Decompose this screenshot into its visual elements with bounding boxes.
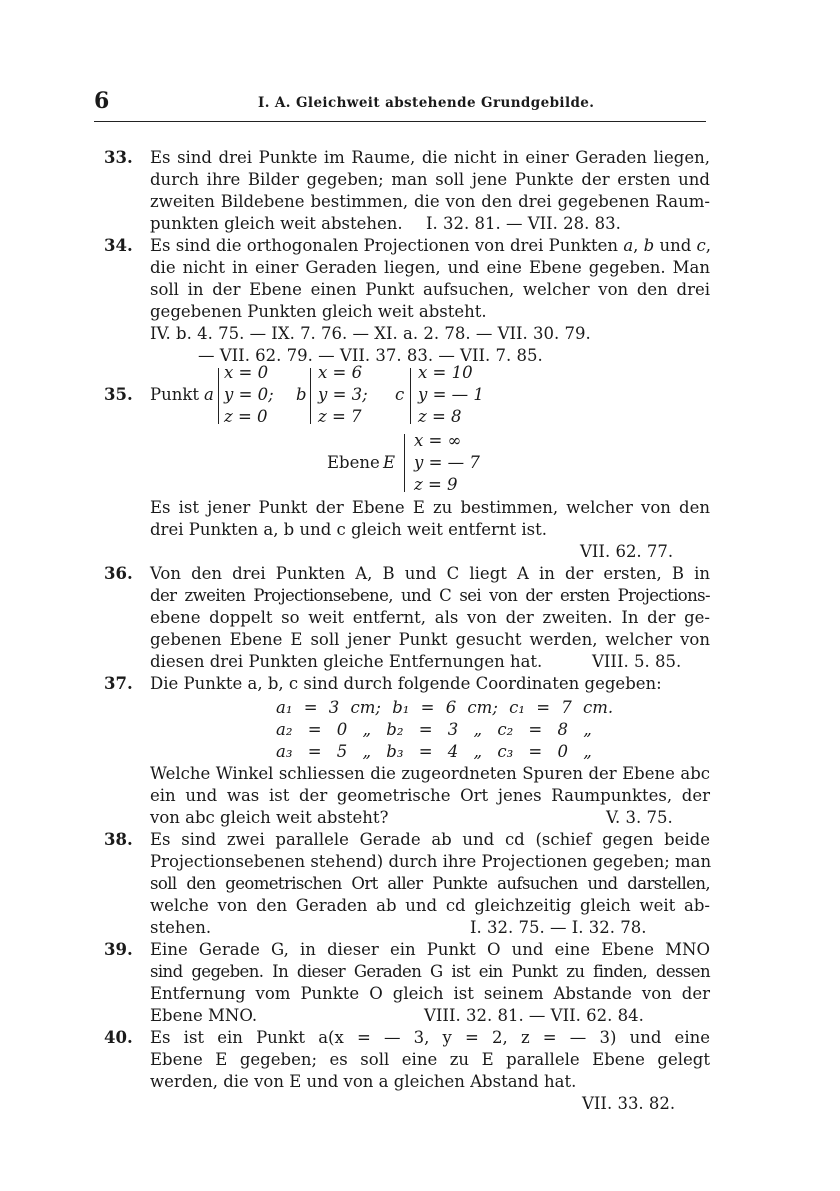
conjunction: und bbox=[654, 236, 697, 255]
problem-33-line-3: zweiten Bildebene bestimmen, die von den drei gegebenen Raum- bbox=[150, 192, 710, 211]
point-c-name: c bbox=[395, 385, 405, 404]
problem-40-reference: VII. 33. 82. bbox=[582, 1094, 676, 1113]
problem-36-line-3: ebene doppelt so weit entfernt, als von der zweiten. In der ge- bbox=[150, 608, 710, 627]
problem-38-line-4: welche von den Geraden ab und cd gleichzeitig gleich weit ab- bbox=[150, 896, 710, 915]
point-a-z: z = 0 bbox=[224, 407, 268, 426]
problem-36-number: 36. bbox=[104, 564, 133, 583]
brace-b bbox=[310, 368, 311, 424]
problem-38-reference: I. 32. 75. — I. 32. 78. bbox=[470, 918, 647, 937]
point-a-x: x = 0 bbox=[224, 363, 269, 382]
problem-36-line-1: Von den drei Punkten A, B und C liegt A in der ersten, B in bbox=[150, 564, 710, 583]
point-c-x: x = 10 bbox=[418, 363, 473, 382]
brace-c bbox=[410, 368, 411, 424]
plane-e-name: E bbox=[383, 453, 396, 472]
coordinates-row-1: a₁ = 3 cm; b₁ = 6 cm; c₁ = 7 cm. bbox=[276, 698, 614, 717]
problem-37-line-3: ein und was ist der geometrische Ort jenes Raumpunktes, der bbox=[150, 786, 710, 805]
problem-39-line-1: Eine Gerade G, in dieser ein Punkt O und eine Ebene MNO bbox=[150, 940, 710, 959]
problem-36-reference: VIII. 5. 85. bbox=[592, 652, 682, 671]
problem-33-reference: I. 32. 81. — VII. 28. 83. bbox=[426, 214, 621, 233]
problem-33-line-4: punkten gleich weit abstehen. bbox=[150, 214, 403, 233]
coordinates-row-2: a₂ = 0 „ b₂ = 3 „ c₂ = 8 „ bbox=[276, 720, 592, 739]
problem-34-line-1-text: Es sind die orthogonalen Projectionen von drei Punkten bbox=[150, 236, 624, 255]
point-b-name: b bbox=[296, 385, 307, 404]
brace-e bbox=[404, 434, 405, 492]
problem-35-line-2: drei Punkten a, b und c gleich weit entfernt ist. bbox=[150, 520, 547, 539]
coordinates-row-3: a₃ = 5 „ b₃ = 4 „ c₃ = 0 „ bbox=[276, 742, 592, 761]
point-c-y: y = — 1 bbox=[418, 385, 484, 404]
point-c-z: z = 8 bbox=[418, 407, 462, 426]
problem-36-line-5: diesen drei Punkten gleiche Entfernungen hat. bbox=[150, 652, 543, 671]
problem-36-line-2: der zweiten Projectionsebene, und C sei von der ersten Projections- bbox=[150, 586, 710, 605]
problem-38-line-1: Es sind zwei parallele Gerade ab und cd (schief gegen beide bbox=[150, 830, 710, 849]
running-title: I. A. Gleichweit abstehende Grundgebilde. bbox=[258, 95, 595, 111]
problem-40-line-3: werden, die von E und von a gleichen Abstand hat. bbox=[150, 1072, 577, 1091]
problem-40-number: 40. bbox=[104, 1028, 133, 1047]
problem-37-reference: V. 3. 75. bbox=[606, 808, 673, 827]
problem-37-line-2: Welche Winkel schliessen die zugeordneten Spuren der Ebene abc bbox=[150, 764, 710, 783]
point-a-name: a bbox=[204, 385, 214, 404]
plane-e-y: y = — 7 bbox=[414, 453, 480, 472]
point-a-y: y = 0; bbox=[224, 385, 274, 404]
comma: , bbox=[705, 236, 712, 255]
header-rule bbox=[94, 121, 706, 122]
problem-34-reference-2: — VII. 62. 79. — VII. 37. 83. — VII. 7. 85. bbox=[198, 346, 543, 365]
punkt-label: Punkt bbox=[150, 385, 199, 404]
problem-38-number: 38. bbox=[104, 830, 133, 849]
problem-34-reference-1: IV. b. 4. 75. — IX. 7. 76. — XI. a. 2. 78. — VII. 30. 79. bbox=[150, 324, 591, 343]
problem-35-number: 35. bbox=[104, 385, 133, 404]
problem-39-line-3: Entfernung vom Punkte O gleich ist seinem Abstande von der bbox=[150, 984, 710, 1003]
problem-34-line-4: gegebenen Punkten gleich weit absteht. bbox=[150, 302, 487, 321]
point-c-label: c bbox=[696, 236, 706, 255]
plane-e-x: x = ∞ bbox=[414, 431, 462, 450]
problem-33-line-2: durch ihre Bilder gegeben; man soll jene Punkte der ersten und bbox=[150, 170, 710, 189]
problem-37-number: 37. bbox=[104, 674, 133, 693]
problem-37-line-4: von abc gleich weit absteht? bbox=[150, 808, 389, 827]
brace-a bbox=[218, 368, 219, 424]
problem-34-line-1 bbox=[150, 235, 710, 257]
problem-39-line-2: sind gegeben. In dieser Geraden G ist ein Punkt zu finden, dessen bbox=[150, 962, 710, 981]
point-b-label: b bbox=[643, 236, 655, 255]
problem-34-line-2: die nicht in einer Geraden liegen, und eine Ebene gegeben. Man bbox=[150, 258, 710, 277]
problem-40-line-2: Ebene E gegeben; es soll eine zu E parallele Ebene gelegt bbox=[150, 1050, 710, 1069]
problem-38-line-5: stehen. bbox=[150, 918, 212, 937]
problem-34-line-3: soll in der Ebene einen Punkt aufsuchen, welcher von den drei bbox=[150, 280, 710, 299]
page-number: 6 bbox=[94, 88, 110, 114]
point-b-z: z = 7 bbox=[318, 407, 362, 426]
problem-38-line-3: soll den geometrischen Ort aller Punkte aufsuchen und darstellen, bbox=[150, 874, 710, 893]
problem-40-line-1: Es ist ein Punkt a(x = — 3, y = 2, z = — 3) und eine bbox=[150, 1028, 710, 1047]
point-a-label: a bbox=[623, 236, 634, 255]
problem-39-line-4: Ebene MNO. bbox=[150, 1006, 258, 1025]
problem-36-line-4: gebenen Ebene E soll jener Punkt gesucht werden, welcher von bbox=[150, 630, 710, 649]
problem-33-number: 33. bbox=[104, 148, 133, 167]
problem-33-line-1: Es sind drei Punkte im Raume, die nicht in einer Geraden liegen, bbox=[150, 148, 710, 167]
problem-38-line-2: Projectionsebenen stehend) durch ihre Projectionen gegeben; man bbox=[150, 852, 712, 871]
problem-34-number: 34. bbox=[104, 236, 133, 255]
ebene-label: Ebene bbox=[327, 453, 380, 472]
point-b-y: y = 3; bbox=[318, 385, 368, 404]
point-b-x: x = 6 bbox=[318, 363, 363, 382]
problem-35-line-1: Es ist jener Punkt der Ebene E zu bestimmen, welcher von den bbox=[150, 498, 710, 517]
problem-39-reference: VIII. 32. 81. — VII. 62. 84. bbox=[424, 1006, 644, 1025]
problem-37-line-1: Die Punkte a, b, c sind durch folgende Coordinaten gegeben: bbox=[150, 674, 662, 693]
plane-e-z: z = 9 bbox=[414, 475, 458, 494]
problem-39-number: 39. bbox=[104, 940, 133, 959]
problem-35-reference: VII. 62. 77. bbox=[580, 542, 674, 561]
comma: , bbox=[633, 236, 644, 255]
